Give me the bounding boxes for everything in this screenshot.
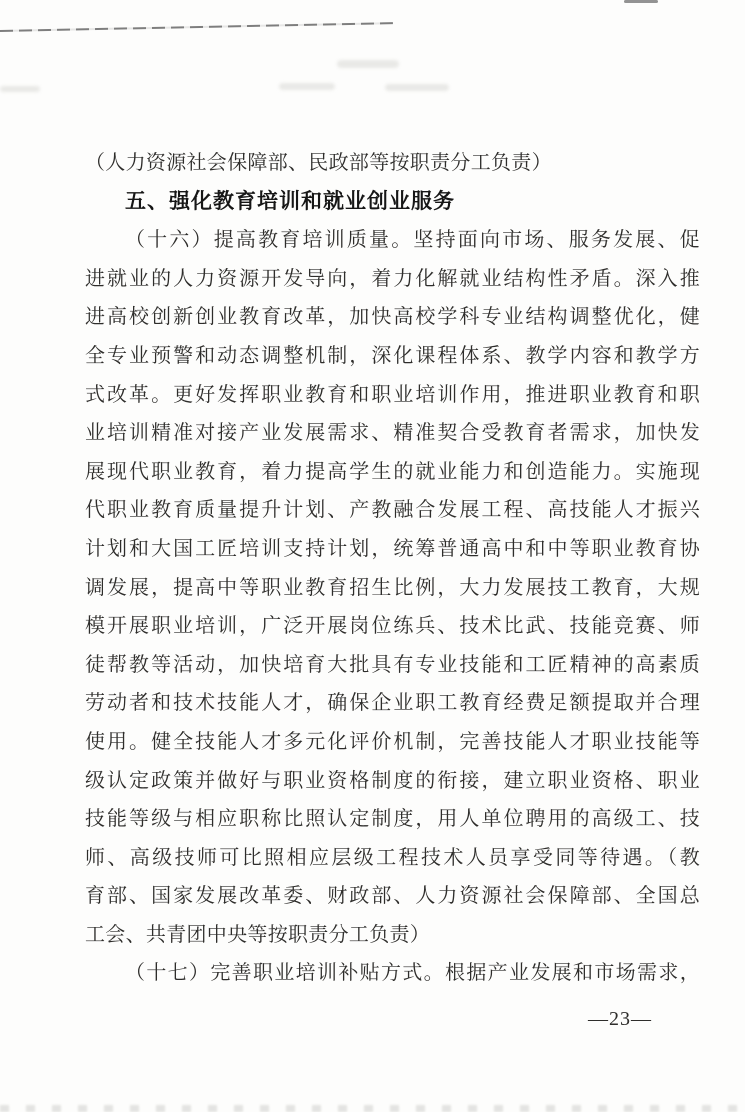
text-line: 技能等级与相应职称比照认定制度，用人单位聘用的高级工、技 <box>85 808 700 831</box>
text-line: 进就业的人力资源开发导向，着力化解就业结构性矛盾。深入推 <box>85 267 700 290</box>
text-line: 使用。健全技能人才多元化评价机制，完善技能人才职业技能等 <box>85 730 700 753</box>
text-line: 级认定政策并做好与职业资格制度的衔接，建立职业资格、职业 <box>85 769 700 792</box>
text-line: 业培训精准对接产业发展需求、精准契合受教育者需求，加快发 <box>85 422 700 445</box>
paragraph-17-start-line: （十七）完善职业培训补贴方式。根据产业发展和市场需求， <box>125 962 700 985</box>
section-heading: 五、强化教育培训和就业创业服务 <box>125 189 455 213</box>
scan-smudge <box>0 86 40 92</box>
responsibility-note-end-line: 工会、共青团中央等按职责分工负责） <box>85 923 431 946</box>
page-number: —23— <box>588 1008 652 1030</box>
scan-smudge <box>337 60 399 68</box>
text-line: 展现代职业教育，着力提高学生的就业能力和创造能力。实施现 <box>85 460 700 483</box>
scan-smudge <box>385 84 449 91</box>
responsibility-note-line: （人力资源社会保障部、民政部等按职责分工负责） <box>85 152 552 174</box>
scan-noise-strip <box>0 1105 745 1112</box>
text-line: 徒帮教等活动，加快培育大批具有专业技能和工匠精神的高素质 <box>85 653 700 676</box>
paragraph-16-start-line: （十六）提高教育培训质量。坚持面向市场、服务发展、促 <box>125 229 700 252</box>
text-line: 代职业教育质量提升计划、产教融合发展工程、高技能人才振兴 <box>85 499 700 522</box>
text-line: 调发展，提高中等职业教育招生比例，大力发展技工教育，大规 <box>85 576 700 599</box>
text-line: 进高校创新创业教育改革，加快高校学科专业结构调整优化，健 <box>85 306 700 329</box>
text-line: 育部、国家发展改革委、财政部、人力资源社会保障部、全国总 <box>85 885 700 908</box>
text-line: 模开展职业培训，广泛开展岗位练兵、技术比武、技能竞赛、师 <box>85 615 700 638</box>
text-line: 式改革。更好发挥职业教育和职业培训作用，推进职业教育和职 <box>85 383 700 406</box>
text-line: 计划和大国工匠培训支持计划，统筹普通高中和中等职业教育协 <box>85 537 700 560</box>
scan-artifact-line <box>0 22 393 32</box>
document-body <box>85 144 700 993</box>
scan-artifact-mark <box>624 0 658 3</box>
text-line: 师、高级技师可比照相应层级工程技术人员享受同等待遇。（教 <box>85 846 700 869</box>
text-line: 劳动者和技术技能人才，确保企业职工教育经费足额提取并合理 <box>85 692 700 715</box>
text-line: 全专业预警和动态调整机制，深化课程体系、教学内容和教学方 <box>85 344 700 367</box>
scan-smudge <box>279 83 335 90</box>
